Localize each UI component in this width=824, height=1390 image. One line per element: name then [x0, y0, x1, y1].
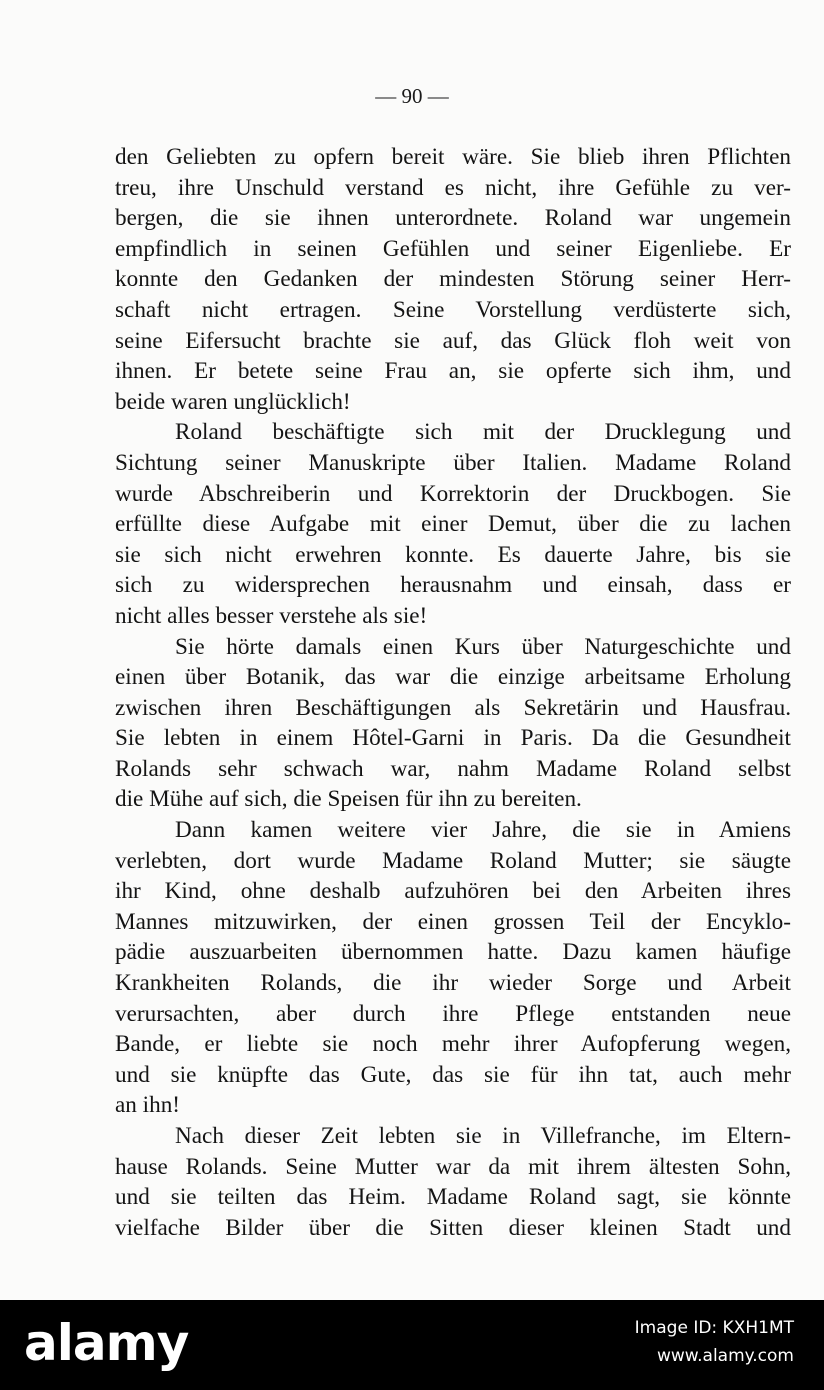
site-url: www.alamy.com [656, 1346, 794, 1366]
text-line: Bande, er liebte sie noch mehr ihrer Aufopferung wegen, [115, 1031, 791, 1058]
text-line: hause Rolands. Seine Mutter war da mit ihrem ältesten Sohn, [115, 1153, 791, 1180]
text-line: den Geliebten zu opfern bereit wäre. Sie blieb ihren Pflichten [115, 144, 791, 170]
text-line: erfüllte diese Aufgabe mit einer Demut, über die zu lachen [115, 511, 791, 538]
text-line: wurde Abschreiberin und Korrektorin der Druckbogen. Sie [115, 480, 791, 507]
text-line: verursachten, aber durch ihre Pflege entstanden neue [115, 1000, 791, 1027]
text-line: sie sich nicht erwehren konnte. Es dauerte Jahre, bis sie [115, 541, 791, 568]
text-line: Roland beschäftigte sich mit der Drucklegung und [175, 419, 791, 446]
text-line: die Mühe auf sich, die Speisen für ihn zu bereiten. [115, 786, 582, 813]
text-line: Nach dieser Zeit lebten sie in Villefranche, im Eltern- [175, 1123, 791, 1149]
text-line: Sie hörte damals einen Kurs über Naturgeschichte und [175, 633, 791, 660]
text-line: Krankheiten Rolands, die ihr wieder Sorge und Arbeit [115, 970, 791, 997]
text-line: an ihn! [115, 1092, 181, 1119]
text-line: pädie auszuarbeiten übernommen hatte. Dazu kamen häufige [115, 939, 791, 966]
text-line: konnte den Gedanken der mindesten Störung seiner Herr- [115, 266, 791, 293]
text-line: ihr Kind, ohne deshalb aufzuhören bei den Arbeiten ihres [115, 878, 791, 905]
text-line: und sie knüpfte das Gute, das sie für ihn tat, auch mehr [115, 1061, 791, 1088]
body-text [115, 142, 791, 1243]
text-line: Dann kamen weitere vier Jahre, die sie in Amiens [175, 817, 791, 844]
text-line: beide waren unglücklich! [115, 388, 351, 415]
text-line: Rolands sehr schwach war, nahm Madame Roland selbst [115, 755, 791, 782]
text-line: treu, ihre Unschuld verstand es nicht, ihre Gefühle zu ver- [115, 174, 791, 201]
text-line: Mannes mitzuwirken, der einen grossen Teil der Encyklo- [115, 908, 791, 935]
text-line: und sie teilten das Heim. Madame Roland sagt, sie könnte [115, 1184, 791, 1211]
text-line: zwischen ihren Beschäftigungen als Sekretärin und Hausfrau. [115, 694, 791, 721]
text-line: Sichtung seiner Manuskripte über Italien. Madame Roland [115, 449, 791, 476]
text-line: vielfache Bilder über die Sitten dieser kleinen Stadt und [115, 1214, 791, 1241]
text-line: Sie lebten in einem Hôtel-Garni in Paris. Da die Gesundheit [115, 725, 791, 752]
text-line: sich zu widersprechen herausnahm und einsah, dass er [115, 572, 791, 599]
text-line: seine Eifersucht brachte sie auf, das Glück floh weit von [115, 327, 791, 354]
image-id: Image ID: KXH1MT [634, 1318, 794, 1338]
text-line: empfindlich in seinen Gefühlen und seiner Eigenliebe. Er [115, 235, 791, 262]
text-line: bergen, die sie ihnen unterordnete. Roland war ungemein [115, 205, 791, 232]
text-line: verlebten, dort wurde Madame Roland Mutter; sie säugte [115, 847, 791, 874]
alamy-logo: alamy [24, 1314, 189, 1372]
text-line: nicht alles besser verstehe als sie! [115, 602, 428, 629]
watermark-banner [0, 1300, 824, 1390]
page-number: — 90 — [375, 84, 449, 108]
text-line: schaft nicht ertragen. Seine Vorstellung verdüsterte sich, [115, 296, 791, 323]
text-line: einen über Botanik, das war die einzige arbeitsame Erholung [115, 664, 791, 691]
text-line: ihnen. Er betete seine Frau an, sie opferte sich ihm, und [115, 358, 791, 385]
